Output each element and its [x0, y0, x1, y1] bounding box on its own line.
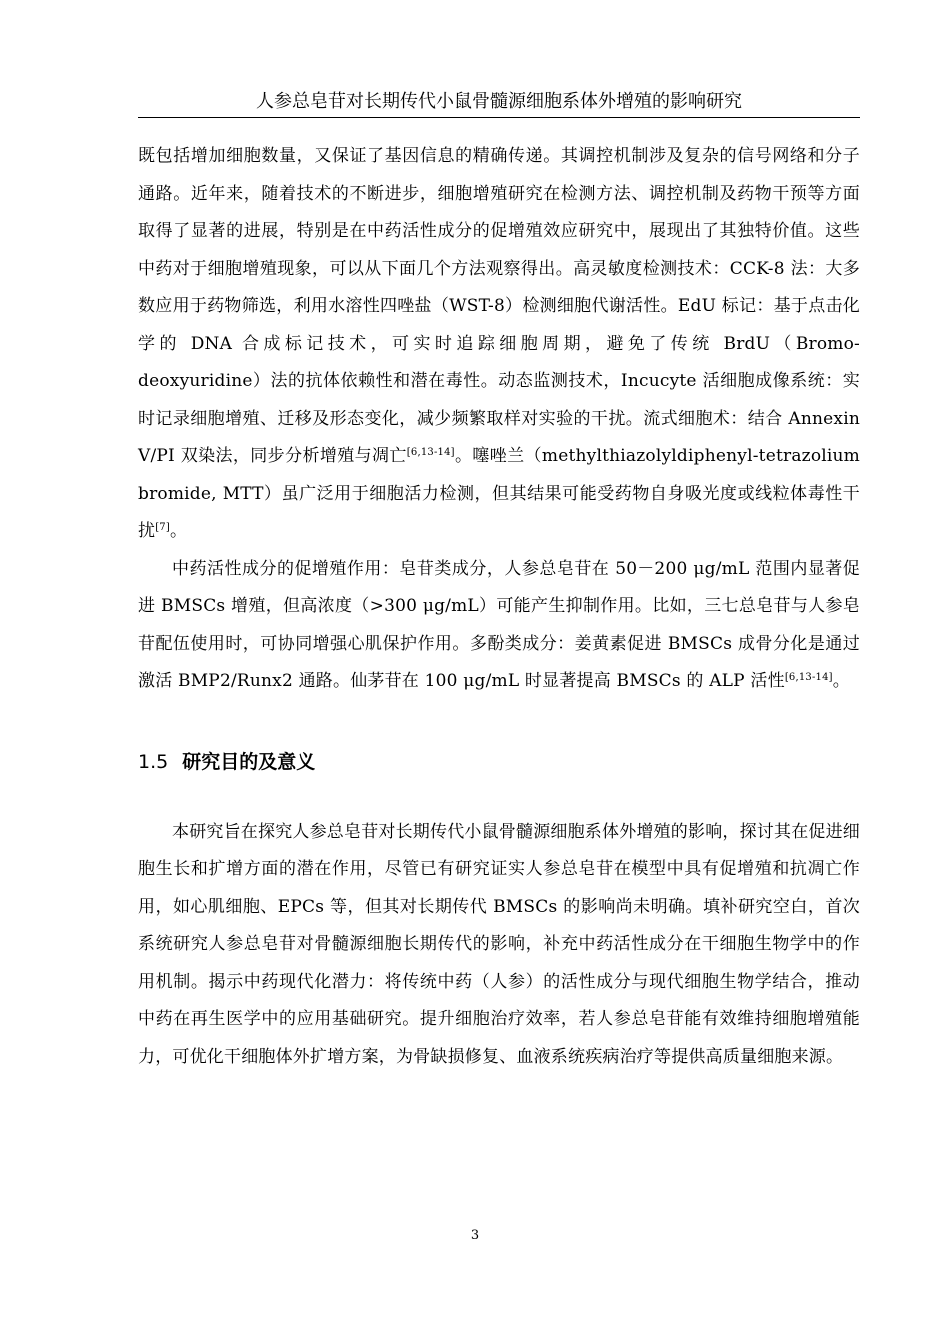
paragraph-1-end: 。 — [169, 521, 188, 541]
paragraph-1 — [138, 138, 860, 551]
page-body — [138, 138, 860, 1076]
paragraph-2 — [138, 551, 860, 701]
paragraph-2-end: 。 — [832, 671, 850, 691]
paragraph-3-text: 本研究旨在探究人参总皂苷对长期传代小鼠骨髓源细胞系体外增殖的影响，探讨其在促进细胞生长和扩增方面的潜在作用，尽管已有研究证实人参总皂苷在模型中具有促增殖和抗凋亡作用，如心肌细胞、EPCs 等，但其对长期传代 BMSCs 的影响尚未明确。填补研究空白，首次系统研究人参总皂苷对骨髓源细胞长期传代的影响，补充中药活性成分在干细胞生物学中的作用机制。揭示中药现代化潜力：将传统中药（人参）的活性成分与现代细胞生物学结合，推动中药在再生医学中的应用基础研究。提升细胞治疗效率，若人参总皂苷能有效维持细胞增殖能力，可优化干细胞体外扩增方案，为骨缺损修复、血液系统疾病治疗等提供高质量细胞来源。 — [138, 821, 860, 1067]
page-number: 3 — [470, 1228, 480, 1243]
paragraph-1-text: 既包括增加细胞数量，又保证了基因信息的精确传递。其调控机制涉及复杂的信号网络和分子通路。近年来，随着技术的不断进步，细胞增殖研究在检测方法、调控机制及药物干预等方面取得了显著的进展，特别是在中药活性成分的促增殖效应研究中，展现出了其独特价值。这些中药对于细胞增殖现象，可以从下面几个方法观察得出。高灵敏度检测技术：CCK-8 法：大多数应用于药物筛选，利用水溶性四唑盐（WST-8）检测细胞代谢活性。EdU 标记：基于点击化学的 DNA 合成标记技术，可实时追踪细胞周期，避免了传统 BrdU（Bromo-deoxyuridine）法的抗体依赖性和潜在毒性。动态监测技术，Incucyte 活细胞成像系统：实时记录细胞增殖、迁移及形态变化，减少频繁取样对实验的干扰。流式细胞术：结合 Annexin V/PI 双染法，同步分析增殖与凋亡 — [138, 146, 860, 466]
citation: [6,13-14] — [784, 672, 833, 683]
citation: [7] — [155, 522, 170, 533]
section-title: 研究目的及意义 — [182, 750, 316, 773]
paragraph-2-text: 中药活性成分的促增殖作用：皂苷类成分，人参总皂苷在 50－200 μg/mL 范围内显著促进 BMSCs 增殖，但高浓度（>300 μg/mL）可能产生抑制作用。比如，三七总皂苷与人参皂苷配伍使用时，可协同增强心肌保护作用。多酚类成分：姜黄素促进 BMSCs 成骨分化是通过激活 BMP2/Runx2 通路。仙茅苷在 100 μg/mL 时显著提高 BMSCs 的 ALP 活性 — [138, 558, 860, 691]
header-rule — [138, 117, 860, 118]
paragraph-3 — [138, 814, 860, 1077]
section-heading — [138, 747, 860, 774]
paragraph-1-text-2: 。噻唑兰（methylthiazolyldiphenyl-tetrazolium bromide, MTT）虽广泛用于细胞活力检测，但其结果可能受药物自身吸光度或线粒体毒性干扰 — [138, 446, 860, 541]
citation: [6,13-14] — [406, 447, 455, 458]
running-header: 人参总皂苷对长期传代小鼠骨髓源细胞系体外增殖的影响研究 — [256, 91, 742, 112]
section-number: 1.5 — [138, 750, 169, 773]
